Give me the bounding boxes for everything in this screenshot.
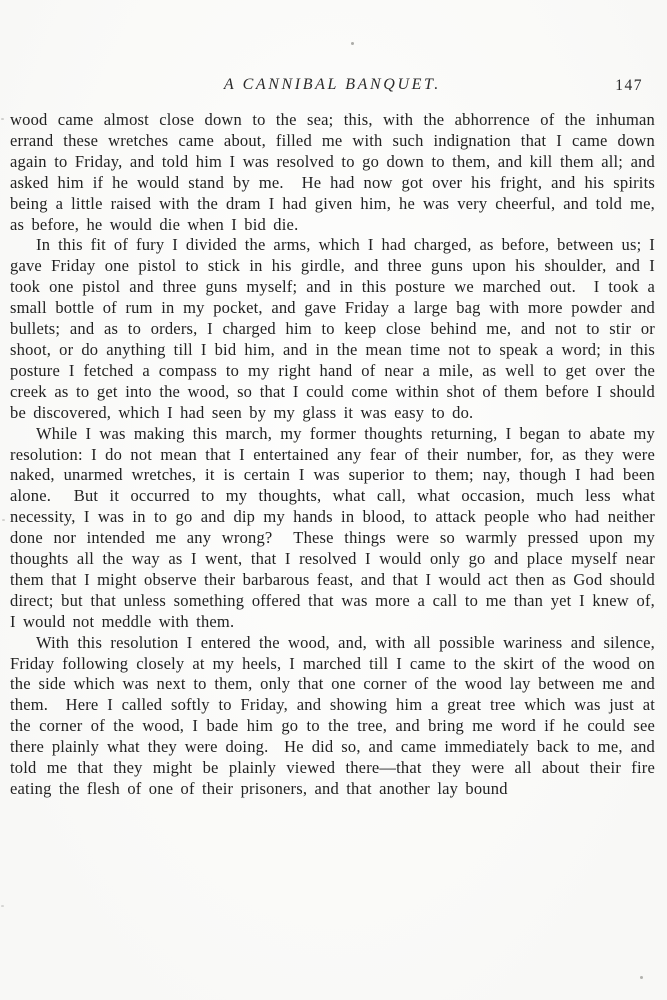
body-text [10,110,663,800]
page-header [0,76,667,98]
paragraph-1: wood came almost close down to the sea; this, with the abhorrence of the inhuman errand these wretches came about, filled me with such indignation that I came down again to Friday, and told him I was resolved to go down to them, and kill them all; and asked him if he would stand by me. He had now got over his fright, and his spirits being a little raised with the dram I had given him, he was very cheerful, and told me, as before, he would die when I bid die. [10,110,663,234]
scan-speck [2,519,5,521]
scan-speck [1,118,4,120]
paragraph-2: In this fit of fury I divided the arms, which I had charged, as before, between us; I gave Friday one pistol to stick in his girdle, and three guns upon his shoulder, and I took one pistol and three guns myself; and in this posture we marched out. I took a small bottle of rum in my pocket, and gave Friday a large bag with more powder and bullets; and as to orders, I charged him to keep close behind me, and not to stir or shoot, or do anything till I bid him, and in the mean time not to speak a word; in this posture I fetched a compass to my right hand of near a mile, as well to get over the creek as to get into the wood, so that I could come within shot of them before I should be discovered, which I had seen by my glass it was easy to do. [10,235,663,422]
paragraph-4: With this resolution I entered the wood, and, with all possible wariness and silence, Friday following closely at my heels, I marched till I came to the skirt of the wood on the side which was next to them, only that one corner of the wood lay between me and them. Here I called softly to Friday, and showing him a great tree which was just at the corner of the wood, I bade him go to the tree, and bring me word if he could see there plainly what they were doing. He did so, and came immediately back to me, and told me that they might be plainly viewed there—that they were all about their fire eating the flesh of one of their prisoners, and that another lay bound [10,632,663,798]
running-title: A CANNIBAL BANQUET. [223,76,441,93]
scan-speck [351,42,354,45]
scan-speck [1,905,4,907]
scan-speck [640,976,643,979]
page-number: 147 [615,77,643,94]
paragraph-3: While I was making this march, my former thoughts returning, I began to abate my resolution: I do not mean that I entertained any fear of their number, for, as they were naked, unarmed wretches, it is certain I was superior to them; nay, though I had been alone. But it occurred to my thoughts, what call, what occasion, much less what necessity, I was in to go and dip my hands in blood, to attack people who had neither done nor intended me any wrong? These things were so warmly pressed upon my thoughts all the way as I went, that I resolved I would only go and place myself near them that I might observe their barbarous feast, and that I would act then as God should direct; but that unless something offered that was more a call to me than yet I knew of, I would not meddle with them. [10,423,663,631]
